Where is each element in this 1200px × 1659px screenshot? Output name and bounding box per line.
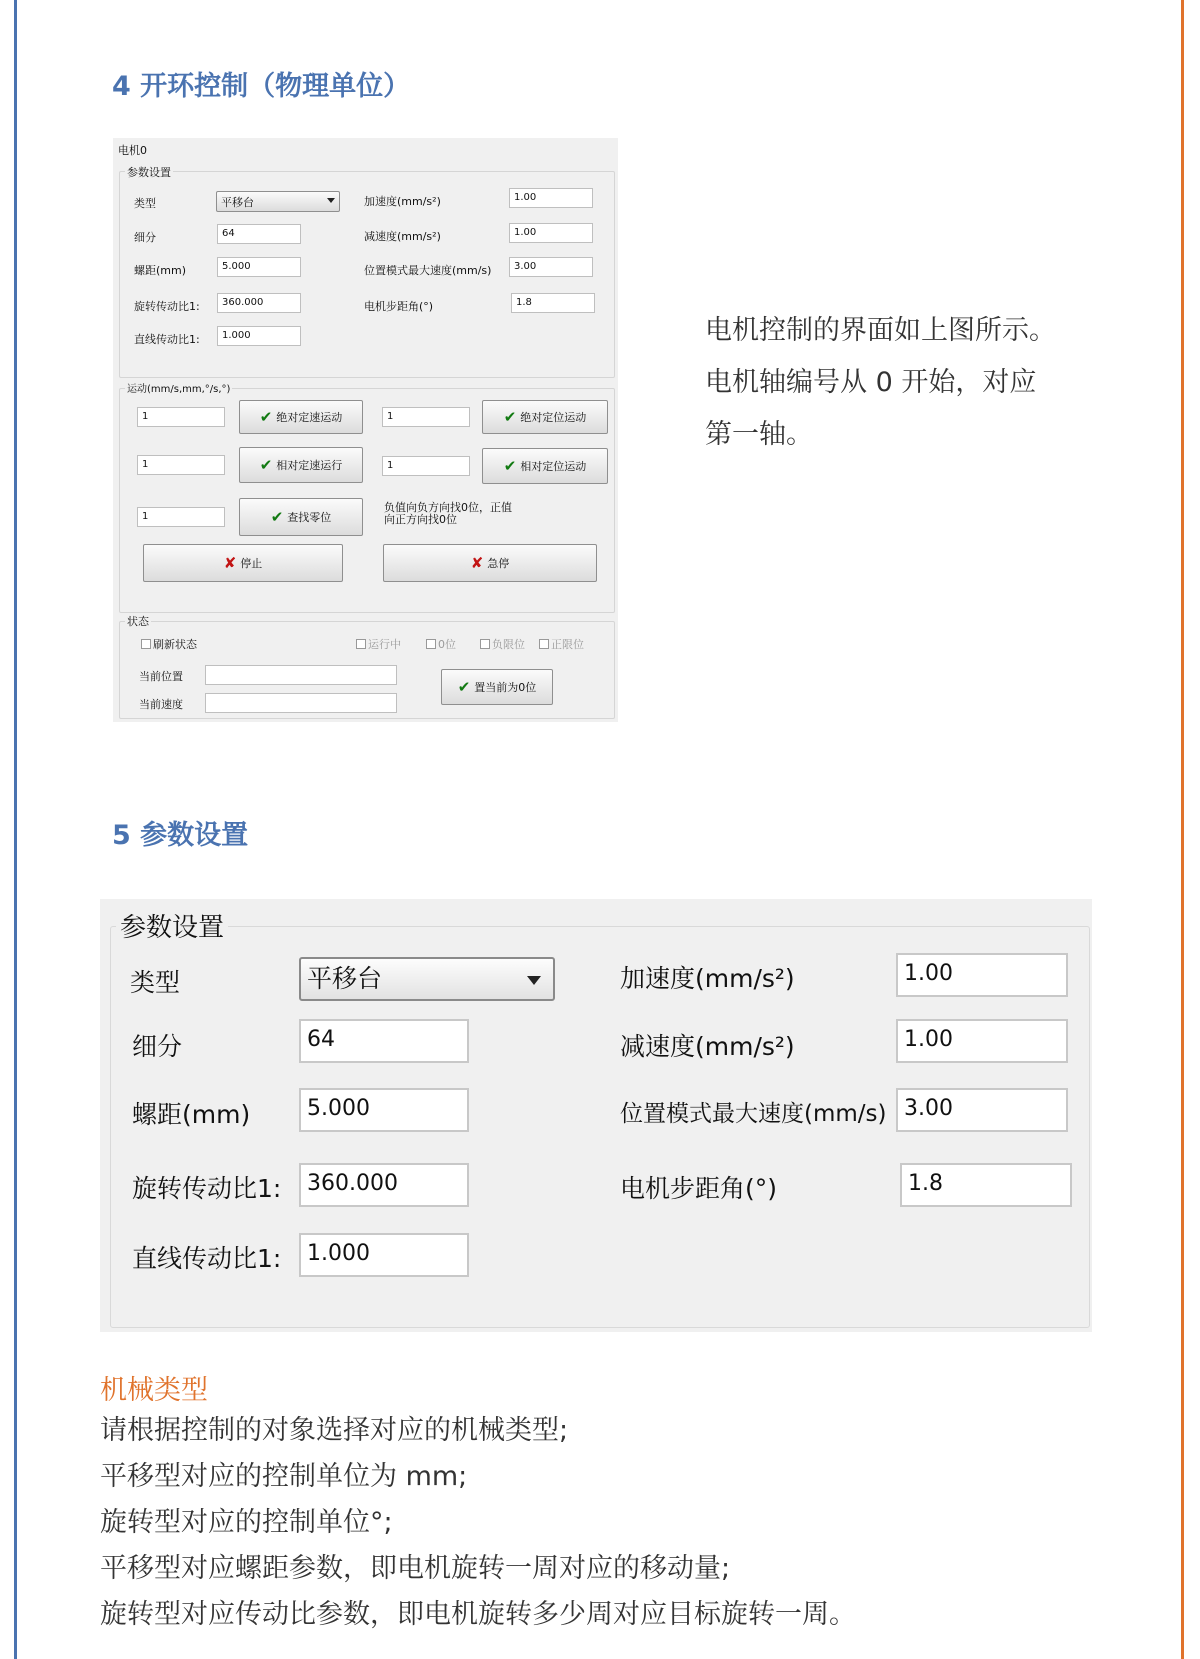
- accel-input[interactable]: 1.00: [509, 188, 593, 208]
- section-5-heading: 5 参数设置: [112, 820, 249, 851]
- maxspeed-label: 位置模式最大速度(mm/s): [620, 1101, 887, 1127]
- pitch-input[interactable]: 5.000: [217, 257, 301, 277]
- stop-button[interactable]: [143, 544, 343, 582]
- pos-limit-label: 正限位: [551, 638, 584, 651]
- decel-input[interactable]: 1.00: [896, 1019, 1068, 1063]
- refresh-status-checkbox[interactable]: [141, 636, 197, 652]
- rot-ratio-input[interactable]: 360.000: [217, 293, 301, 313]
- maxspeed-input[interactable]: 3.00: [896, 1088, 1068, 1132]
- description-text: [705, 305, 1125, 461]
- home-note: [384, 502, 512, 526]
- neg-limit-label: 负限位: [492, 638, 525, 651]
- motor-label: 电机0: [118, 144, 147, 157]
- find-home-button[interactable]: [239, 498, 363, 536]
- estop-button-label: 急停: [487, 557, 510, 570]
- params-group-title: 参数设置: [116, 907, 228, 944]
- subdiv-label: 细分: [134, 231, 156, 244]
- neg-limit-indicator: [480, 636, 525, 652]
- abs-speed-button[interactable]: [239, 400, 363, 434]
- abs-pos-input[interactable]: 1: [382, 407, 470, 427]
- decel-input[interactable]: 1.00: [509, 223, 593, 243]
- check-icon: ✔: [270, 508, 284, 526]
- mechanism-line: 请根据控制的对象选择对应的机械类型;: [100, 1415, 569, 1446]
- set-zero-button-label: 置当前为0位: [474, 681, 537, 694]
- lin-ratio-input[interactable]: 1.000: [217, 326, 301, 346]
- description-line: 电机轴编号从 0 开始，对应: [705, 367, 1037, 398]
- abs-speed-button-label: 绝对定速运动: [276, 411, 343, 424]
- rot-ratio-input[interactable]: 360.000: [299, 1163, 469, 1207]
- type-select[interactable]: [299, 957, 555, 1001]
- zero-label: 0位: [438, 638, 456, 651]
- subdiv-input[interactable]: 64: [299, 1019, 469, 1063]
- section-4-heading: 4 开环控制（物理单位）: [112, 71, 411, 102]
- check-icon: ✔: [259, 408, 273, 426]
- accel-label: 加速度(mm/s²): [364, 195, 441, 208]
- mechanism-line: 旋转型对应的控制单位°;: [100, 1507, 393, 1538]
- check-icon: ✔: [503, 457, 517, 475]
- params-group-title: 参数设置: [127, 166, 171, 179]
- motor-control-panel: [113, 138, 618, 722]
- mechanism-line: 旋转型对应传动比参数，即电机旋转多少周对应目标旋转一周。: [100, 1599, 856, 1630]
- home-note-line2: 向正方向找0位: [384, 513, 457, 526]
- abs-pos-button[interactable]: [482, 400, 608, 434]
- rel-pos-input[interactable]: 1: [382, 456, 470, 476]
- rel-speed-button[interactable]: [239, 447, 363, 483]
- type-select-value: 平移台: [221, 195, 254, 209]
- subdiv-label: 细分: [132, 1032, 183, 1061]
- cur-speed-field: [205, 693, 397, 713]
- subdiv-input[interactable]: 64: [217, 224, 301, 244]
- rel-pos-button[interactable]: [482, 448, 608, 484]
- x-icon: ✘: [223, 554, 237, 572]
- type-select-value: 平移台: [307, 964, 383, 993]
- type-select[interactable]: [216, 191, 340, 212]
- mechanism-type-heading: 机械类型: [100, 1375, 208, 1406]
- rot-ratio-label: 旋转传动比1:: [134, 300, 200, 313]
- rel-speed-button-label: 相对定速运行: [276, 459, 343, 472]
- mechanism-description: [100, 1408, 856, 1638]
- stepangle-input[interactable]: 1.8: [511, 293, 595, 313]
- stepangle-input[interactable]: 1.8: [900, 1163, 1072, 1207]
- left-border-line: [14, 0, 17, 1659]
- lin-ratio-input[interactable]: 1.000: [299, 1233, 469, 1277]
- right-border-line: [1181, 0, 1184, 1659]
- checkbox-box[interactable]: [141, 639, 151, 649]
- zero-indicator: [426, 636, 456, 652]
- running-label: 运行中: [368, 638, 401, 651]
- accel-label: 加速度(mm/s²): [620, 964, 795, 993]
- stepangle-label: 电机步距角(°): [620, 1174, 778, 1203]
- mechanism-line: 平移型对应的控制单位为 mm;: [100, 1461, 468, 1492]
- pitch-input[interactable]: 5.000: [299, 1088, 469, 1132]
- maxspeed-input[interactable]: 3.00: [509, 257, 593, 277]
- lin-ratio-label: 直线传动比1:: [134, 333, 200, 346]
- motion-group-title: 运动(mm/s,mm,°/s,°): [125, 380, 232, 395]
- lin-ratio-label: 直线传动比1:: [132, 1244, 282, 1273]
- checkbox-box: [426, 639, 436, 649]
- check-icon: ✔: [457, 678, 471, 696]
- estop-button[interactable]: [383, 544, 597, 582]
- chevron-down-icon: [527, 976, 541, 985]
- pitch-label: 螺距(mm): [134, 264, 187, 277]
- cur-speed-label: 当前速度: [139, 698, 183, 711]
- check-icon: ✔: [503, 408, 517, 426]
- check-icon: ✔: [259, 456, 273, 474]
- rot-ratio-label: 旋转传动比1:: [132, 1174, 282, 1203]
- checkbox-box: [539, 639, 549, 649]
- find-home-button-label: 查找零位: [287, 511, 332, 524]
- set-zero-button[interactable]: [441, 669, 553, 705]
- home-note-line1: 负值向负方向找0位，正值: [384, 501, 512, 514]
- running-indicator: [356, 636, 401, 652]
- type-label: 类型: [130, 968, 181, 997]
- cur-pos-field: [205, 665, 397, 685]
- rel-pos-button-label: 相对定位运动: [520, 460, 587, 473]
- description-line: 第一轴。: [705, 419, 813, 450]
- decel-label: 减速度(mm/s²): [364, 230, 441, 243]
- type-label: 类型: [134, 197, 156, 210]
- mechanism-line: 平移型对应螺距参数，即电机旋转一周对应的移动量;: [100, 1553, 731, 1584]
- pos-limit-indicator: [539, 636, 584, 652]
- params-zoom-panel: [100, 899, 1092, 1332]
- chevron-down-icon: [327, 198, 335, 203]
- status-group-title: 状态: [127, 615, 149, 628]
- description-line: 电机控制的界面如上图所示。: [705, 315, 1056, 346]
- decel-label: 减速度(mm/s²): [620, 1032, 795, 1061]
- maxspeed-label: 位置模式最大速度(mm/s): [364, 264, 492, 277]
- abs-speed-input[interactable]: 1: [137, 407, 225, 427]
- pitch-label: 螺距(mm): [132, 1100, 251, 1129]
- home-input[interactable]: 1: [137, 507, 225, 527]
- checkbox-box: [356, 639, 366, 649]
- accel-input[interactable]: 1.00: [896, 953, 1068, 997]
- rel-speed-input[interactable]: 1: [137, 455, 225, 475]
- stop-button-label: 停止: [240, 557, 263, 570]
- cur-pos-label: 当前位置: [139, 670, 183, 683]
- abs-pos-button-label: 绝对定位运动: [520, 411, 587, 424]
- checkbox-box: [480, 639, 490, 649]
- stepangle-label: 电机步距角(°): [364, 300, 434, 313]
- x-icon: ✘: [470, 554, 484, 572]
- refresh-status-label: 刷新状态: [153, 638, 197, 651]
